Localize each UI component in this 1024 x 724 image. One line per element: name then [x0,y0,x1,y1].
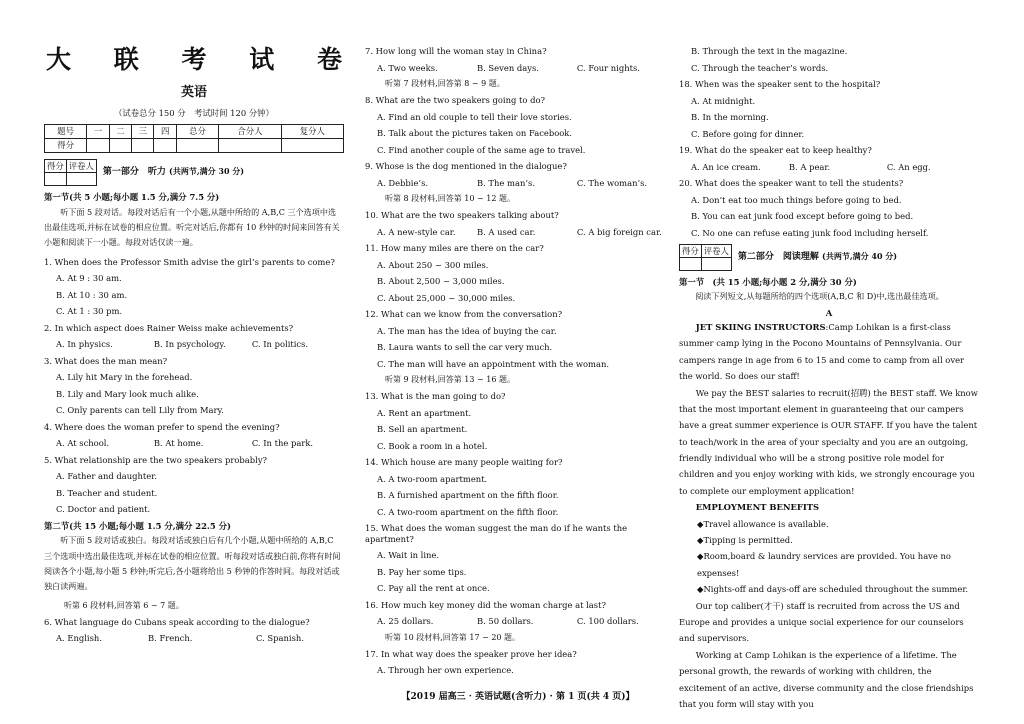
title-char: 联 [113,45,139,74]
grader-blank[interactable] [701,258,731,271]
question-text: 12. What can we know from the conversation? [365,309,563,319]
score-blank[interactable] [45,173,67,186]
option[interactable]: A. At 9 : 30 am. [56,273,122,284]
score-input-cell[interactable] [87,139,109,153]
option[interactable]: C. In the park. [251,438,314,449]
column-1 [44,40,344,644]
score-label: 得分 [45,160,67,173]
part1-title [103,166,244,178]
part2-header [679,244,979,271]
option[interactable]: B. At 10 : 30 am. [56,289,128,300]
passage-paragraph: Working at Camp Lohikan is the experience of a lifetime. The personal growth, the rewards of working with children, the excitement of an active, diverse community and the close friendships that you form will stay with you [679,649,974,709]
title-char: 考 [181,45,207,74]
option[interactable]: B. Talk about the pictures taken on Facebook. [377,128,573,138]
question-options [365,63,671,74]
option[interactable]: A. At midnight. [691,95,756,106]
score-table [44,124,344,153]
option[interactable]: C. Pay all the rent at once. [377,583,490,593]
col2-question-list [365,46,671,676]
option[interactable]: C. The man will have an appointment with the woman. [377,358,610,369]
exam-title [44,44,344,75]
score-input-cell[interactable] [109,139,131,153]
passage-paragraph: Our top caliber(才干) staff is recruited from across the US and Europe and provides a unique social experience for our counselors and supervisors. [679,600,964,644]
score-cell: 题号 [45,125,87,139]
option[interactable]: B. About 2,500 ~ 3,000 miles. [377,276,505,286]
option[interactable]: B. Laura wants to sell the car very much. [377,342,553,352]
option[interactable]: C. 100 dollars. [576,616,639,626]
score-blank[interactable] [680,258,702,271]
option[interactable]: B. French. [148,633,193,644]
option[interactable]: B. Lily and Mary look much alike. [56,388,199,399]
option[interactable]: C. The woman’s. [576,177,648,188]
option[interactable]: C. An egg. [886,161,931,172]
option[interactable]: C. A big foreign car. [576,226,662,237]
section2-instruction: 听下面 5 段对话或独白。每段对话或独白后有几个小题,从题中所给的 A,B,C 三个选项中选出最佳选项,并标在试卷的相应位置。听每段对话或独白前,你将有时间阅读各个小题,每小题 5 秒钟;听完后,各小题将给出 5 秒钟的作答时间。每段对话或独白读两遍。 [44,535,341,592]
question-text: 8. What are the two speakers going to do? [365,95,545,105]
question-text: 13. What is the man going to do? [365,391,506,401]
grader-box [44,159,97,186]
score-cell: 总分 [176,125,218,139]
title-char: 卷 [316,45,342,74]
option[interactable]: B. A pear. [788,161,831,172]
passage-heading: JET SKIING INSTRUCTORS [695,321,826,332]
part2-section1-title: 第一节 (共 15 小题;每小题 2 分,满分 30 分) [679,277,857,287]
option[interactable]: B. Pay her some tips. [377,566,467,577]
option[interactable]: C. Four nights. [576,62,640,73]
option[interactable]: A. Two weeks. [377,62,438,73]
question-options [44,438,344,449]
option[interactable]: A. Find an old couple to tell their love stories. [377,111,572,122]
question-text: 17. In what way does the speaker prove her idea? [365,648,577,659]
benefit-item: ◆Travel allowance is available. [697,518,829,529]
benefits-title: EMPLOYMENT BENEFITS [695,502,820,513]
option[interactable]: C. About 25,000 ~ 30,000 miles. [377,292,516,303]
title-char: 大 [46,45,72,74]
option[interactable]: A. Debbie’s. [377,177,429,188]
question-text: 20. What does the speaker want to tell the students? [679,178,904,188]
option[interactable]: A. Lily hit Mary in the forehead. [56,372,193,383]
question-options [44,633,344,644]
option[interactable]: B. The man’s. [476,177,535,188]
question-text: 5. What relationship are the two speakers probably? [44,454,268,465]
option[interactable]: C. Doctor and patient. [56,504,151,515]
question-options [365,178,671,189]
option[interactable]: C. Before going for dinner. [691,128,805,139]
question-options [365,227,671,238]
page-footer: 【2019 届高三 · 英语试题(含听力) · 第 1 页(共 4 页)】 [401,692,635,702]
option[interactable]: A. A two-room apartment. [377,473,488,484]
score-input-cell[interactable] [154,139,176,153]
option[interactable]: B. In psychology. [153,339,226,350]
score-table-header-row [45,125,344,139]
part2-title-text: 第二部分 阅读理解 [737,252,819,263]
grader-label: 评卷人 [66,160,96,173]
score-cell: 三 [132,125,154,139]
option[interactable]: A. In physics. [56,339,113,350]
listen-note: 听第 7 段材料,回答第 8 ~ 9 题。 [385,79,505,88]
question-text: 11. How many miles are there on the car? [365,243,544,253]
column-3 [679,40,979,712]
part1-title-note: (共两节,满分 30 分) [169,166,245,177]
question-options [365,616,671,627]
option[interactable]: B. 50 dollars. [476,616,534,626]
part2-title [738,251,897,263]
part1-header [44,159,344,186]
option[interactable]: C. No one can refuse eating junk food including herself. [691,227,929,238]
question-text: 10. What are the two speakers talking about? [365,210,559,220]
option[interactable]: A. Through her own experience. [377,665,514,675]
passage-label: A [825,308,833,319]
option[interactable]: A. About 250 ~ 300 miles. [377,259,489,270]
part2-instruction: 阅读下列短文,从每题所给的四个选项(A,B,C 和 D)中,选出最佳选项。 [695,290,944,301]
option[interactable]: C. A two-room apartment on the fifth floor. [377,506,559,517]
score-table-score-row [45,139,344,153]
question-text: 9. Whose is the dog mentioned in the dialogue? [365,161,567,171]
listen-note: 听第 9 段材料,回答第 13 ~ 16 题。 [385,375,515,384]
section1-instruction: 听下面 5 段对话。每段对话后有一个小题,从题中所给的 A,B,C 三个选项中选出最佳选项,并标在试卷的相应位置。听完对话后,你都有 10 秒钟的时间来回答有关小题和阅读下一小题。每段对话仅读一遍。 [44,206,340,248]
question-text: 4. Where does the woman prefer to spend the evening? [44,421,280,432]
option[interactable]: B. Seven days. [476,62,539,73]
option[interactable]: A. Rent an apartment. [377,407,472,418]
option[interactable]: A. Don’t eat too much things before going to bed. [691,194,902,205]
option[interactable]: A. A new-style car. [377,226,456,237]
score-cell: 得分 [45,139,87,153]
passage-paragraph: We pay the BEST salaries to recruit(招聘) the BEST staff. We know that the most important element in guaranteeing that our campers have a great summer experience is OUR STAFF. If you have the talent to teach/work in the area of your specialty and you are an outgoing, friendly individual who will be a strong positive role model for children and you enjoy working with kids, we strongly encourage you to complete our employment application! [679,387,978,496]
question-text: 16. How much key money did the woman charge at last? [365,599,606,610]
grader-blank[interactable] [66,173,96,186]
listen-note: 听第 6 段材料,回答第 6 ~ 7 题。 [64,600,184,610]
option[interactable]: C. Spanish. [256,633,304,644]
option[interactable]: B. A furnished apartment on the fifth floor. [377,490,559,500]
option[interactable]: B. A used car. [476,226,536,237]
column-2 [365,40,671,676]
option[interactable]: B. Through the text in the magazine. [691,46,848,56]
score-input-cell[interactable] [219,139,281,153]
score-cell: 二 [109,125,131,139]
listen-note: 听第 8 段材料,回答第 10 ~ 12 题。 [385,194,515,203]
part1-title-text: 第一部分 听力 [102,167,166,178]
option[interactable]: A. An ice cream. [691,161,761,172]
option[interactable]: C. At 1 : 30 pm. [56,306,123,317]
question-text: 2. In which aspect does Rainer Weiss make achievements? [44,322,294,333]
option[interactable]: C. Find another couple of the same age to travel. [377,144,586,155]
exam-note: （试卷总分 150 分 考试时间 120 分钟） [114,107,274,118]
score-cell: 一 [87,125,109,139]
section1-title: 第一节(共 5 小题;每小题 1.5 分,满分 7.5 分) [44,192,220,202]
col3-question-list [679,46,979,238]
score-label: 得分 [680,245,702,258]
question-text: 19. What do the speaker eat to keep healthy? [679,145,872,155]
listen-note: 听第 10 段材料,回答第 17 ~ 20 题。 [385,632,521,642]
score-input-cell[interactable] [132,139,154,153]
option[interactable]: B. At home. [153,438,204,449]
passage-paragraph [679,319,979,385]
question-options [679,162,979,173]
question-text: 7. How long will the woman stay in China? [365,46,547,56]
grader-label: 评卷人 [701,245,731,258]
option[interactable]: A. The man has the idea of buying the car. [377,325,557,336]
option[interactable]: A. At school. [56,438,110,449]
score-cell: 复分人 [281,125,343,139]
question-text: 15. What does the woman suggest the man do if he wants the apartment? [365,523,628,544]
question-text: 14. Which house are many people waiting for? [365,457,563,467]
question-options [44,339,344,350]
score-cell: 合分人 [219,125,281,139]
option[interactable]: B. You can eat junk food except before going to bed. [691,211,914,221]
option[interactable]: C. Through the teacher’s words. [691,62,829,73]
part2-title-note: (共两节,满分 40 分) [822,251,898,262]
score-input-cell[interactable] [281,139,343,153]
score-input-cell[interactable] [176,139,218,153]
question-text: 18. When was the speaker sent to the hospital? [679,79,881,89]
question-text: 6. What language do Cubans speak according to the dialogue? [44,616,310,627]
section2-title: 第二节(共 15 小题;每小题 1.5 分,满分 22.5 分) [44,520,231,531]
question-text: 1. When does the Professor Smith advise the girl’s parents to come? [44,256,335,267]
passage-text: :Camp Lohikan is a first-class summer camp lying in the Pocono Mountains of Pennsylvania. Our campers range in age from 6 to 15 and come to camp from all over the world. So does our staff! [679,321,965,382]
option[interactable]: A. English. [56,633,102,644]
benefit-item: ◆Tipping is permitted. [697,535,793,546]
title-char: 试 [249,45,275,74]
option[interactable]: B. Teacher and student. [56,487,158,498]
option[interactable]: C. Book a room in a hotel. [377,440,488,451]
benefit-item: ◆Room,board & laundry services are provided. You have no expenses! [697,551,951,578]
option[interactable]: B. Sell an apartment. [377,424,468,434]
subject-title: 英语 [180,85,207,101]
col1-question-list [44,257,344,515]
option[interactable]: C. Only parents can tell Lily from Mary. [56,405,224,416]
question-text: 3. What does the man mean? [44,355,168,366]
option[interactable]: B. In the morning. [691,112,769,122]
option[interactable]: A. Father and daughter. [56,471,157,482]
option[interactable]: C. In politics. [251,339,309,350]
benefit-item: ◆Nights-off and days-off are scheduled throughout the summer. [697,584,969,595]
score-cell: 四 [154,125,176,139]
grader-box [679,244,732,271]
option[interactable]: A. Wait in line. [377,550,440,560]
option[interactable]: A. 25 dollars. [377,616,434,626]
